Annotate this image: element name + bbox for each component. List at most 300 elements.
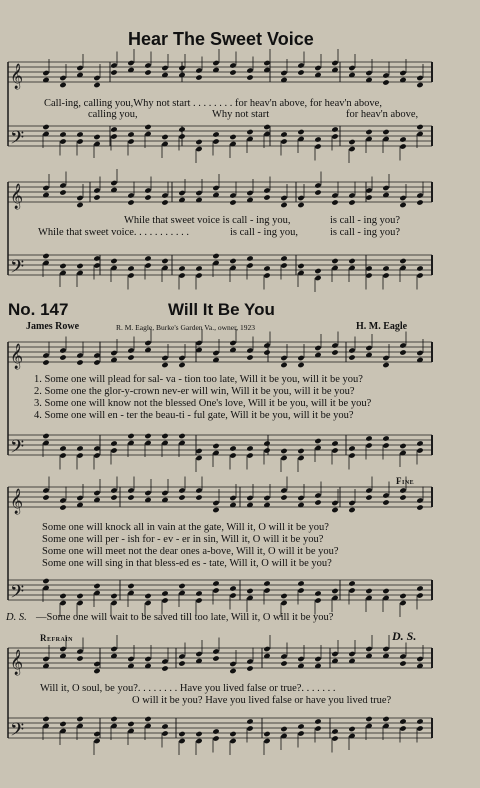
note-head bbox=[246, 67, 253, 73]
note-head bbox=[399, 342, 406, 348]
note-head bbox=[314, 656, 321, 662]
treble-clef-icon: 𝄞 bbox=[10, 184, 24, 209]
note-head bbox=[399, 70, 406, 76]
note-head bbox=[42, 124, 49, 130]
note-head bbox=[246, 129, 253, 135]
note-head bbox=[416, 592, 423, 598]
note-head bbox=[110, 126, 117, 132]
note-head bbox=[110, 62, 117, 68]
note-head bbox=[416, 497, 423, 503]
note-head bbox=[42, 578, 49, 584]
note-head bbox=[365, 588, 372, 594]
note-head bbox=[110, 600, 117, 606]
note-head bbox=[229, 445, 236, 451]
note-head bbox=[263, 738, 270, 744]
note-head bbox=[297, 362, 304, 368]
lower-lyrics-fragment: for heav'n above, bbox=[346, 109, 419, 120]
note-head bbox=[263, 194, 270, 200]
note-head bbox=[229, 731, 236, 737]
copyright-notice: R. M. Eagle, Burke's Garden Va., owner, 1923 bbox=[116, 323, 256, 332]
note-head bbox=[314, 492, 321, 498]
note-head bbox=[416, 504, 423, 510]
note-head bbox=[280, 362, 287, 368]
note-head bbox=[399, 600, 406, 606]
note-head bbox=[76, 593, 83, 599]
note-head bbox=[195, 494, 202, 500]
note-head bbox=[382, 588, 389, 594]
note-head bbox=[195, 265, 202, 271]
note-head bbox=[178, 355, 185, 361]
note-head bbox=[195, 272, 202, 278]
note-head bbox=[76, 138, 83, 144]
note-head bbox=[229, 738, 236, 744]
note-head bbox=[399, 718, 406, 724]
note-head bbox=[59, 593, 66, 599]
note-head bbox=[59, 452, 66, 458]
note-head bbox=[297, 129, 304, 135]
note-head bbox=[178, 660, 185, 666]
note-head bbox=[76, 65, 83, 71]
lower-lyrics-fragment: calling you, bbox=[88, 109, 138, 120]
note-head bbox=[246, 725, 253, 731]
note-head bbox=[365, 70, 372, 76]
note-head bbox=[280, 455, 287, 461]
note-head bbox=[212, 60, 219, 66]
note-head bbox=[59, 646, 66, 652]
note-head bbox=[331, 651, 338, 657]
upper-lyrics-fragment: While that sweet voice is call - ing you, bbox=[124, 215, 291, 226]
note-head bbox=[348, 726, 355, 732]
note-head bbox=[161, 658, 168, 664]
note-head bbox=[416, 82, 423, 88]
note-head bbox=[399, 258, 406, 264]
note-head bbox=[59, 182, 66, 188]
note-head bbox=[263, 187, 270, 193]
note-head bbox=[263, 265, 270, 271]
note-head bbox=[263, 580, 270, 586]
note-head bbox=[314, 597, 321, 603]
note-head bbox=[178, 362, 185, 368]
note-head bbox=[280, 448, 287, 454]
note-head bbox=[76, 648, 83, 654]
note-head bbox=[93, 82, 100, 88]
note-head bbox=[280, 726, 287, 732]
note-head bbox=[212, 185, 219, 191]
note-head bbox=[297, 62, 304, 68]
note-head bbox=[382, 362, 389, 368]
note-head bbox=[229, 661, 236, 667]
upper-lyrics-fragment: is call - ing you? bbox=[330, 215, 400, 226]
note-head bbox=[246, 452, 253, 458]
note-head bbox=[161, 597, 168, 603]
note-head bbox=[331, 440, 338, 446]
note-head bbox=[246, 347, 253, 353]
note-head bbox=[399, 202, 406, 208]
verse-line: Some one will meet not the dear ones a-bove, Will it, O will it be you? bbox=[42, 546, 339, 557]
note-head bbox=[280, 255, 287, 261]
note-head bbox=[161, 65, 168, 71]
treble-clef-icon: 𝄞 bbox=[10, 650, 24, 675]
note-head bbox=[382, 492, 389, 498]
note-head bbox=[59, 82, 66, 88]
note-head bbox=[76, 655, 83, 661]
note-head bbox=[416, 656, 423, 662]
note-head bbox=[127, 265, 134, 271]
music-by-credit: H. M. Eagle bbox=[356, 321, 408, 332]
note-head bbox=[365, 646, 372, 652]
note-head bbox=[42, 359, 49, 365]
note-head bbox=[144, 194, 151, 200]
note-head bbox=[110, 494, 117, 500]
note-head bbox=[416, 447, 423, 453]
note-head bbox=[161, 665, 168, 671]
note-head bbox=[314, 590, 321, 596]
note-head bbox=[263, 447, 270, 453]
note-head bbox=[93, 490, 100, 496]
note-head bbox=[365, 487, 372, 493]
note-head bbox=[42, 716, 49, 722]
note-head bbox=[161, 355, 168, 361]
note-head bbox=[416, 192, 423, 198]
note-head bbox=[195, 487, 202, 493]
note-head bbox=[144, 255, 151, 261]
ds-label: D. S. bbox=[6, 612, 27, 623]
note-head bbox=[212, 443, 219, 449]
note-head bbox=[212, 735, 219, 741]
note-head bbox=[348, 258, 355, 264]
note-head bbox=[229, 495, 236, 501]
note-head bbox=[399, 195, 406, 201]
note-head bbox=[161, 490, 168, 496]
note-head bbox=[297, 656, 304, 662]
note-head bbox=[178, 133, 185, 139]
note-head bbox=[59, 131, 66, 137]
note-head bbox=[59, 189, 66, 195]
note-head bbox=[229, 340, 236, 346]
note-head bbox=[212, 350, 219, 356]
note-head bbox=[399, 593, 406, 599]
note-head bbox=[178, 433, 185, 439]
note-head bbox=[246, 354, 253, 360]
lower-lyrics-fragment: is call - ing you, bbox=[230, 227, 298, 238]
note-head bbox=[331, 192, 338, 198]
note-head bbox=[280, 600, 287, 606]
note-head bbox=[280, 70, 287, 76]
note-head bbox=[144, 600, 151, 606]
note-head bbox=[280, 355, 287, 361]
note-head bbox=[297, 202, 304, 208]
note-head bbox=[263, 587, 270, 593]
hymn-title: Will It Be You bbox=[168, 300, 275, 319]
note-head bbox=[263, 342, 270, 348]
note-head bbox=[416, 718, 423, 724]
note-head bbox=[59, 504, 66, 510]
note-head bbox=[59, 138, 66, 144]
note-head bbox=[382, 272, 389, 278]
note-head bbox=[263, 440, 270, 446]
note-head bbox=[161, 590, 168, 596]
note-head bbox=[297, 580, 304, 586]
note-head bbox=[42, 433, 49, 439]
note-head bbox=[229, 134, 236, 140]
note-head bbox=[59, 354, 66, 360]
note-head bbox=[195, 590, 202, 596]
note-head bbox=[42, 185, 49, 191]
note-head bbox=[144, 656, 151, 662]
note-head bbox=[110, 350, 117, 356]
note-head bbox=[348, 500, 355, 506]
note-head bbox=[127, 721, 134, 727]
refrain-ds-marking: D. S. bbox=[392, 629, 417, 643]
note-head bbox=[127, 272, 134, 278]
note-head bbox=[416, 272, 423, 278]
note-head bbox=[76, 202, 83, 208]
note-head bbox=[76, 195, 83, 201]
note-head bbox=[416, 350, 423, 356]
note-head bbox=[297, 495, 304, 501]
note-head bbox=[331, 728, 338, 734]
note-head bbox=[110, 593, 117, 599]
note-head bbox=[246, 718, 253, 724]
note-head bbox=[280, 202, 287, 208]
note-head bbox=[331, 735, 338, 741]
note-head bbox=[212, 587, 219, 593]
note-head bbox=[93, 134, 100, 140]
ds-line-lyrics: —Some one will wait to be saved till too late, Will it, O will it be you? bbox=[36, 612, 334, 623]
note-head bbox=[365, 129, 372, 135]
note-head bbox=[144, 262, 151, 268]
note-head bbox=[280, 262, 287, 268]
note-head bbox=[348, 580, 355, 586]
note-head bbox=[399, 653, 406, 659]
note-head bbox=[144, 340, 151, 346]
note-head bbox=[399, 136, 406, 142]
note-head bbox=[178, 190, 185, 196]
note-head bbox=[127, 138, 134, 144]
note-head bbox=[365, 716, 372, 722]
note-head bbox=[178, 487, 185, 493]
note-head bbox=[127, 583, 134, 589]
note-head bbox=[127, 347, 134, 353]
note-head bbox=[110, 258, 117, 264]
bass-clef-icon: 𝄢 bbox=[10, 720, 25, 745]
verse-line: Some one will per - ish for - ev - er in sin, Will it, O will it be you? bbox=[42, 534, 324, 545]
note-head bbox=[416, 585, 423, 591]
note-head bbox=[212, 500, 219, 506]
verse-line: 2. Some one the glor-y-crown nev-er will win, Will it be you, will it be you? bbox=[34, 386, 355, 397]
note-head bbox=[93, 668, 100, 674]
note-head bbox=[382, 716, 389, 722]
note-head bbox=[161, 433, 168, 439]
note-head bbox=[382, 129, 389, 135]
note-head bbox=[416, 265, 423, 271]
note-head bbox=[416, 124, 423, 130]
note-head bbox=[246, 74, 253, 80]
note-head bbox=[314, 718, 321, 724]
note-head bbox=[93, 187, 100, 193]
note-head bbox=[382, 72, 389, 78]
note-head bbox=[161, 258, 168, 264]
note-head bbox=[110, 180, 117, 186]
note-head bbox=[76, 352, 83, 358]
note-head bbox=[416, 75, 423, 81]
treble-clef-icon: 𝄞 bbox=[10, 344, 24, 369]
note-head bbox=[76, 600, 83, 606]
note-head bbox=[280, 487, 287, 493]
note-head bbox=[280, 660, 287, 666]
note-head bbox=[144, 69, 151, 75]
note-head bbox=[314, 499, 321, 505]
note-head bbox=[246, 495, 253, 501]
note-head bbox=[161, 362, 168, 368]
note-head bbox=[297, 455, 304, 461]
note-head bbox=[212, 655, 219, 661]
note-head bbox=[280, 494, 287, 500]
note-head bbox=[178, 653, 185, 659]
note-head bbox=[280, 195, 287, 201]
note-head bbox=[93, 583, 100, 589]
note-head bbox=[348, 139, 355, 145]
note-head bbox=[93, 194, 100, 200]
note-head bbox=[382, 265, 389, 271]
bass-clef-icon: 𝄢 bbox=[10, 437, 25, 462]
verse-line: 4. Some one will en - ter the beau-ti - ful gate, Will it be you, will it be you? bbox=[34, 410, 354, 421]
note-head bbox=[178, 65, 185, 71]
note-head bbox=[399, 443, 406, 449]
bass-clef-icon: 𝄢 bbox=[10, 582, 25, 607]
note-head bbox=[127, 656, 134, 662]
note-head bbox=[280, 593, 287, 599]
note-head bbox=[331, 507, 338, 513]
note-head bbox=[195, 597, 202, 603]
note-head bbox=[212, 648, 219, 654]
note-head bbox=[314, 136, 321, 142]
note-head bbox=[280, 131, 287, 137]
note-head bbox=[59, 600, 66, 606]
note-head bbox=[399, 725, 406, 731]
note-head bbox=[127, 131, 134, 137]
note-head bbox=[348, 587, 355, 593]
note-head bbox=[144, 187, 151, 193]
note-head bbox=[399, 143, 406, 149]
note-head bbox=[297, 723, 304, 729]
note-head bbox=[110, 646, 117, 652]
note-head bbox=[127, 192, 134, 198]
note-head bbox=[59, 445, 66, 451]
note-head bbox=[195, 731, 202, 737]
note-head bbox=[365, 494, 372, 500]
note-head bbox=[399, 349, 406, 355]
note-head bbox=[178, 265, 185, 271]
note-head bbox=[178, 583, 185, 589]
note-head bbox=[144, 490, 151, 496]
note-head bbox=[195, 190, 202, 196]
note-head bbox=[212, 507, 219, 513]
note-head bbox=[382, 442, 389, 448]
note-head bbox=[331, 133, 338, 139]
note-head bbox=[212, 138, 219, 144]
note-head bbox=[127, 494, 134, 500]
verse-line: Some one will knock all in vain at the gate, Will it, O will it be you? bbox=[42, 522, 329, 533]
note-head bbox=[399, 660, 406, 666]
verse-line: Some one will sing in that bless-ed es - tate, Will it, O will it be you? bbox=[42, 558, 332, 569]
note-head bbox=[144, 124, 151, 130]
note-head bbox=[246, 588, 253, 594]
note-head bbox=[331, 126, 338, 132]
note-head bbox=[331, 500, 338, 506]
note-head bbox=[365, 442, 372, 448]
note-head bbox=[42, 253, 49, 259]
note-head bbox=[297, 263, 304, 269]
note-head bbox=[42, 70, 49, 76]
note-head bbox=[76, 495, 83, 501]
note-head bbox=[331, 342, 338, 348]
note-head bbox=[42, 656, 49, 662]
lower-lyrics-fragment: While that sweet voice. . . . . . . . . . . bbox=[38, 227, 190, 238]
note-head bbox=[76, 359, 83, 365]
note-head bbox=[178, 494, 185, 500]
note-head bbox=[382, 185, 389, 191]
note-head bbox=[110, 133, 117, 139]
note-head bbox=[93, 738, 100, 744]
note-head bbox=[263, 646, 270, 652]
note-head bbox=[297, 730, 304, 736]
note-head bbox=[246, 665, 253, 671]
note-head bbox=[246, 190, 253, 196]
note-head bbox=[331, 199, 338, 205]
hymn-number: No. 147 bbox=[8, 300, 69, 319]
note-head bbox=[76, 445, 83, 451]
note-head bbox=[263, 349, 270, 355]
note-head bbox=[348, 452, 355, 458]
note-head bbox=[110, 440, 117, 446]
note-head bbox=[331, 447, 338, 453]
note-head bbox=[416, 725, 423, 731]
note-head bbox=[382, 355, 389, 361]
note-head bbox=[59, 497, 66, 503]
note-head bbox=[348, 146, 355, 152]
note-head bbox=[144, 716, 151, 722]
note-head bbox=[110, 447, 117, 453]
note-head bbox=[59, 721, 66, 727]
note-head bbox=[246, 262, 253, 268]
note-head bbox=[280, 138, 287, 144]
note-head bbox=[382, 79, 389, 85]
fine-marking: Fine bbox=[396, 476, 415, 486]
note-head bbox=[229, 592, 236, 598]
note-head bbox=[127, 433, 134, 439]
note-head bbox=[365, 435, 372, 441]
note-head bbox=[280, 653, 287, 659]
note-head bbox=[212, 580, 219, 586]
note-head bbox=[59, 263, 66, 269]
note-head bbox=[110, 69, 117, 75]
note-head bbox=[110, 487, 117, 493]
note-head bbox=[229, 452, 236, 458]
note-head bbox=[348, 354, 355, 360]
note-head bbox=[348, 347, 355, 353]
upper-lyrics-line: Call-ing, calling you,Why not start . . . . . . . . for heav'n above, for heav'n above, bbox=[44, 98, 382, 109]
note-head bbox=[127, 354, 134, 360]
note-head bbox=[229, 192, 236, 198]
note-head bbox=[348, 445, 355, 451]
note-head bbox=[229, 69, 236, 75]
note-head bbox=[297, 587, 304, 593]
note-head bbox=[195, 738, 202, 744]
note-head bbox=[348, 65, 355, 71]
refrain-lower-lyrics: O will it be you? Have you lived false or have you lived true? bbox=[132, 695, 392, 706]
note-head bbox=[246, 445, 253, 451]
